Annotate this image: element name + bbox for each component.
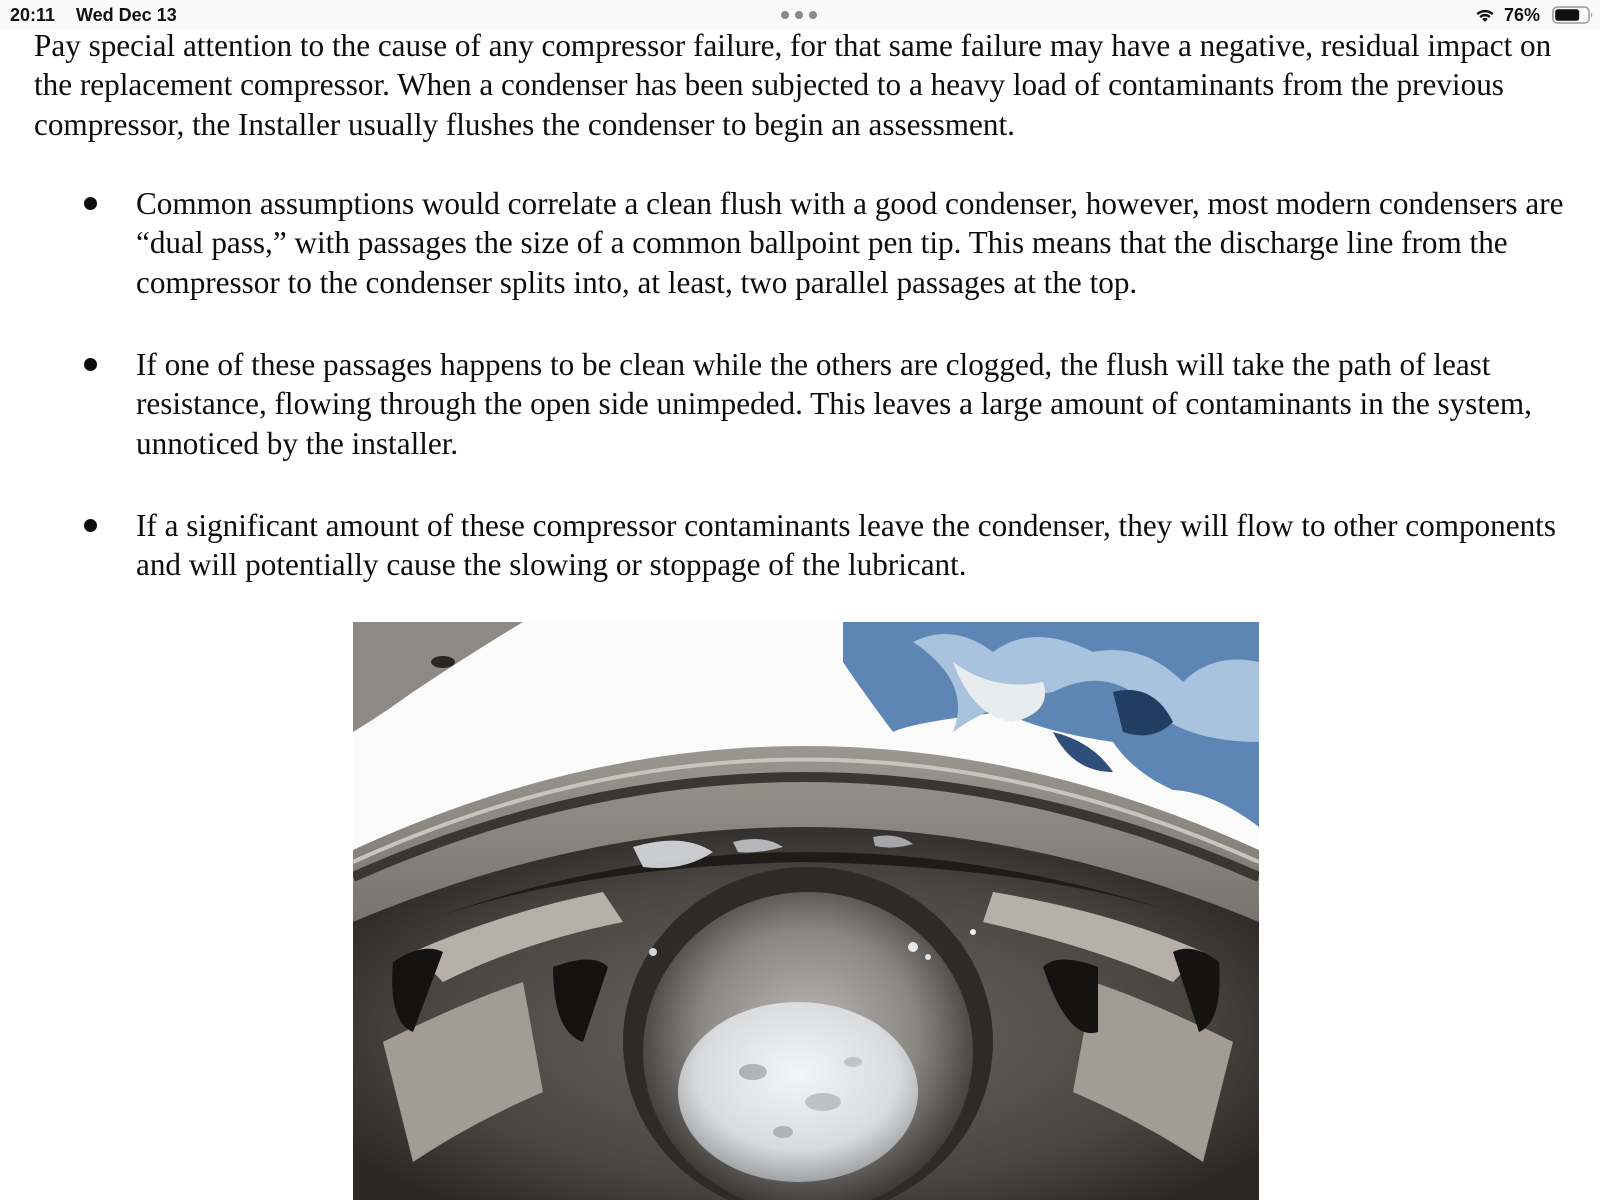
bullet-text: Common assumptions would correlate a clean flush with a good condenser, however, most modern condensers are “dual pass,” with passages the size of a common ballpoint pen tip. This means that the discharge line from the compressor to the condenser splits into, at least, two parallel passages at the top. — [136, 186, 1564, 300]
bullet-item — [136, 184, 1596, 302]
battery-percent: 76% — [1504, 5, 1541, 25]
bullet-icon — [84, 358, 97, 371]
bullet-item — [136, 345, 1596, 463]
bullet-icon — [84, 519, 97, 532]
status-time: 20:11 — [10, 5, 56, 25]
intro-paragraph: Pay special attention to the cause of any compressor failure, for that same failure may have a negative, residual impact on the replacement compressor. When a condenser has been subjected to a heavy load of contaminants from the previous compressor, the Installer usually flushes the condenser to begin an assessment. — [34, 28, 1552, 142]
bullet-text: If one of these passages happens to be clean while the others are clogged, the flush will take the path of least resistance, flowing through the open side unimpeded. This leaves a large amount of contaminants in the system, unnoticed by the installer. — [136, 347, 1532, 461]
bullet-item — [136, 506, 1596, 585]
bullet-text: If a significant amount of these compressor contaminants leave the condenser, they will flow to other components and will potentially cause the slowing or stoppage of the lubricant. — [136, 508, 1556, 583]
compressor-photo — [353, 622, 1259, 1200]
bullet-icon — [84, 197, 97, 210]
status-date: Wed Dec 13 — [76, 5, 177, 25]
